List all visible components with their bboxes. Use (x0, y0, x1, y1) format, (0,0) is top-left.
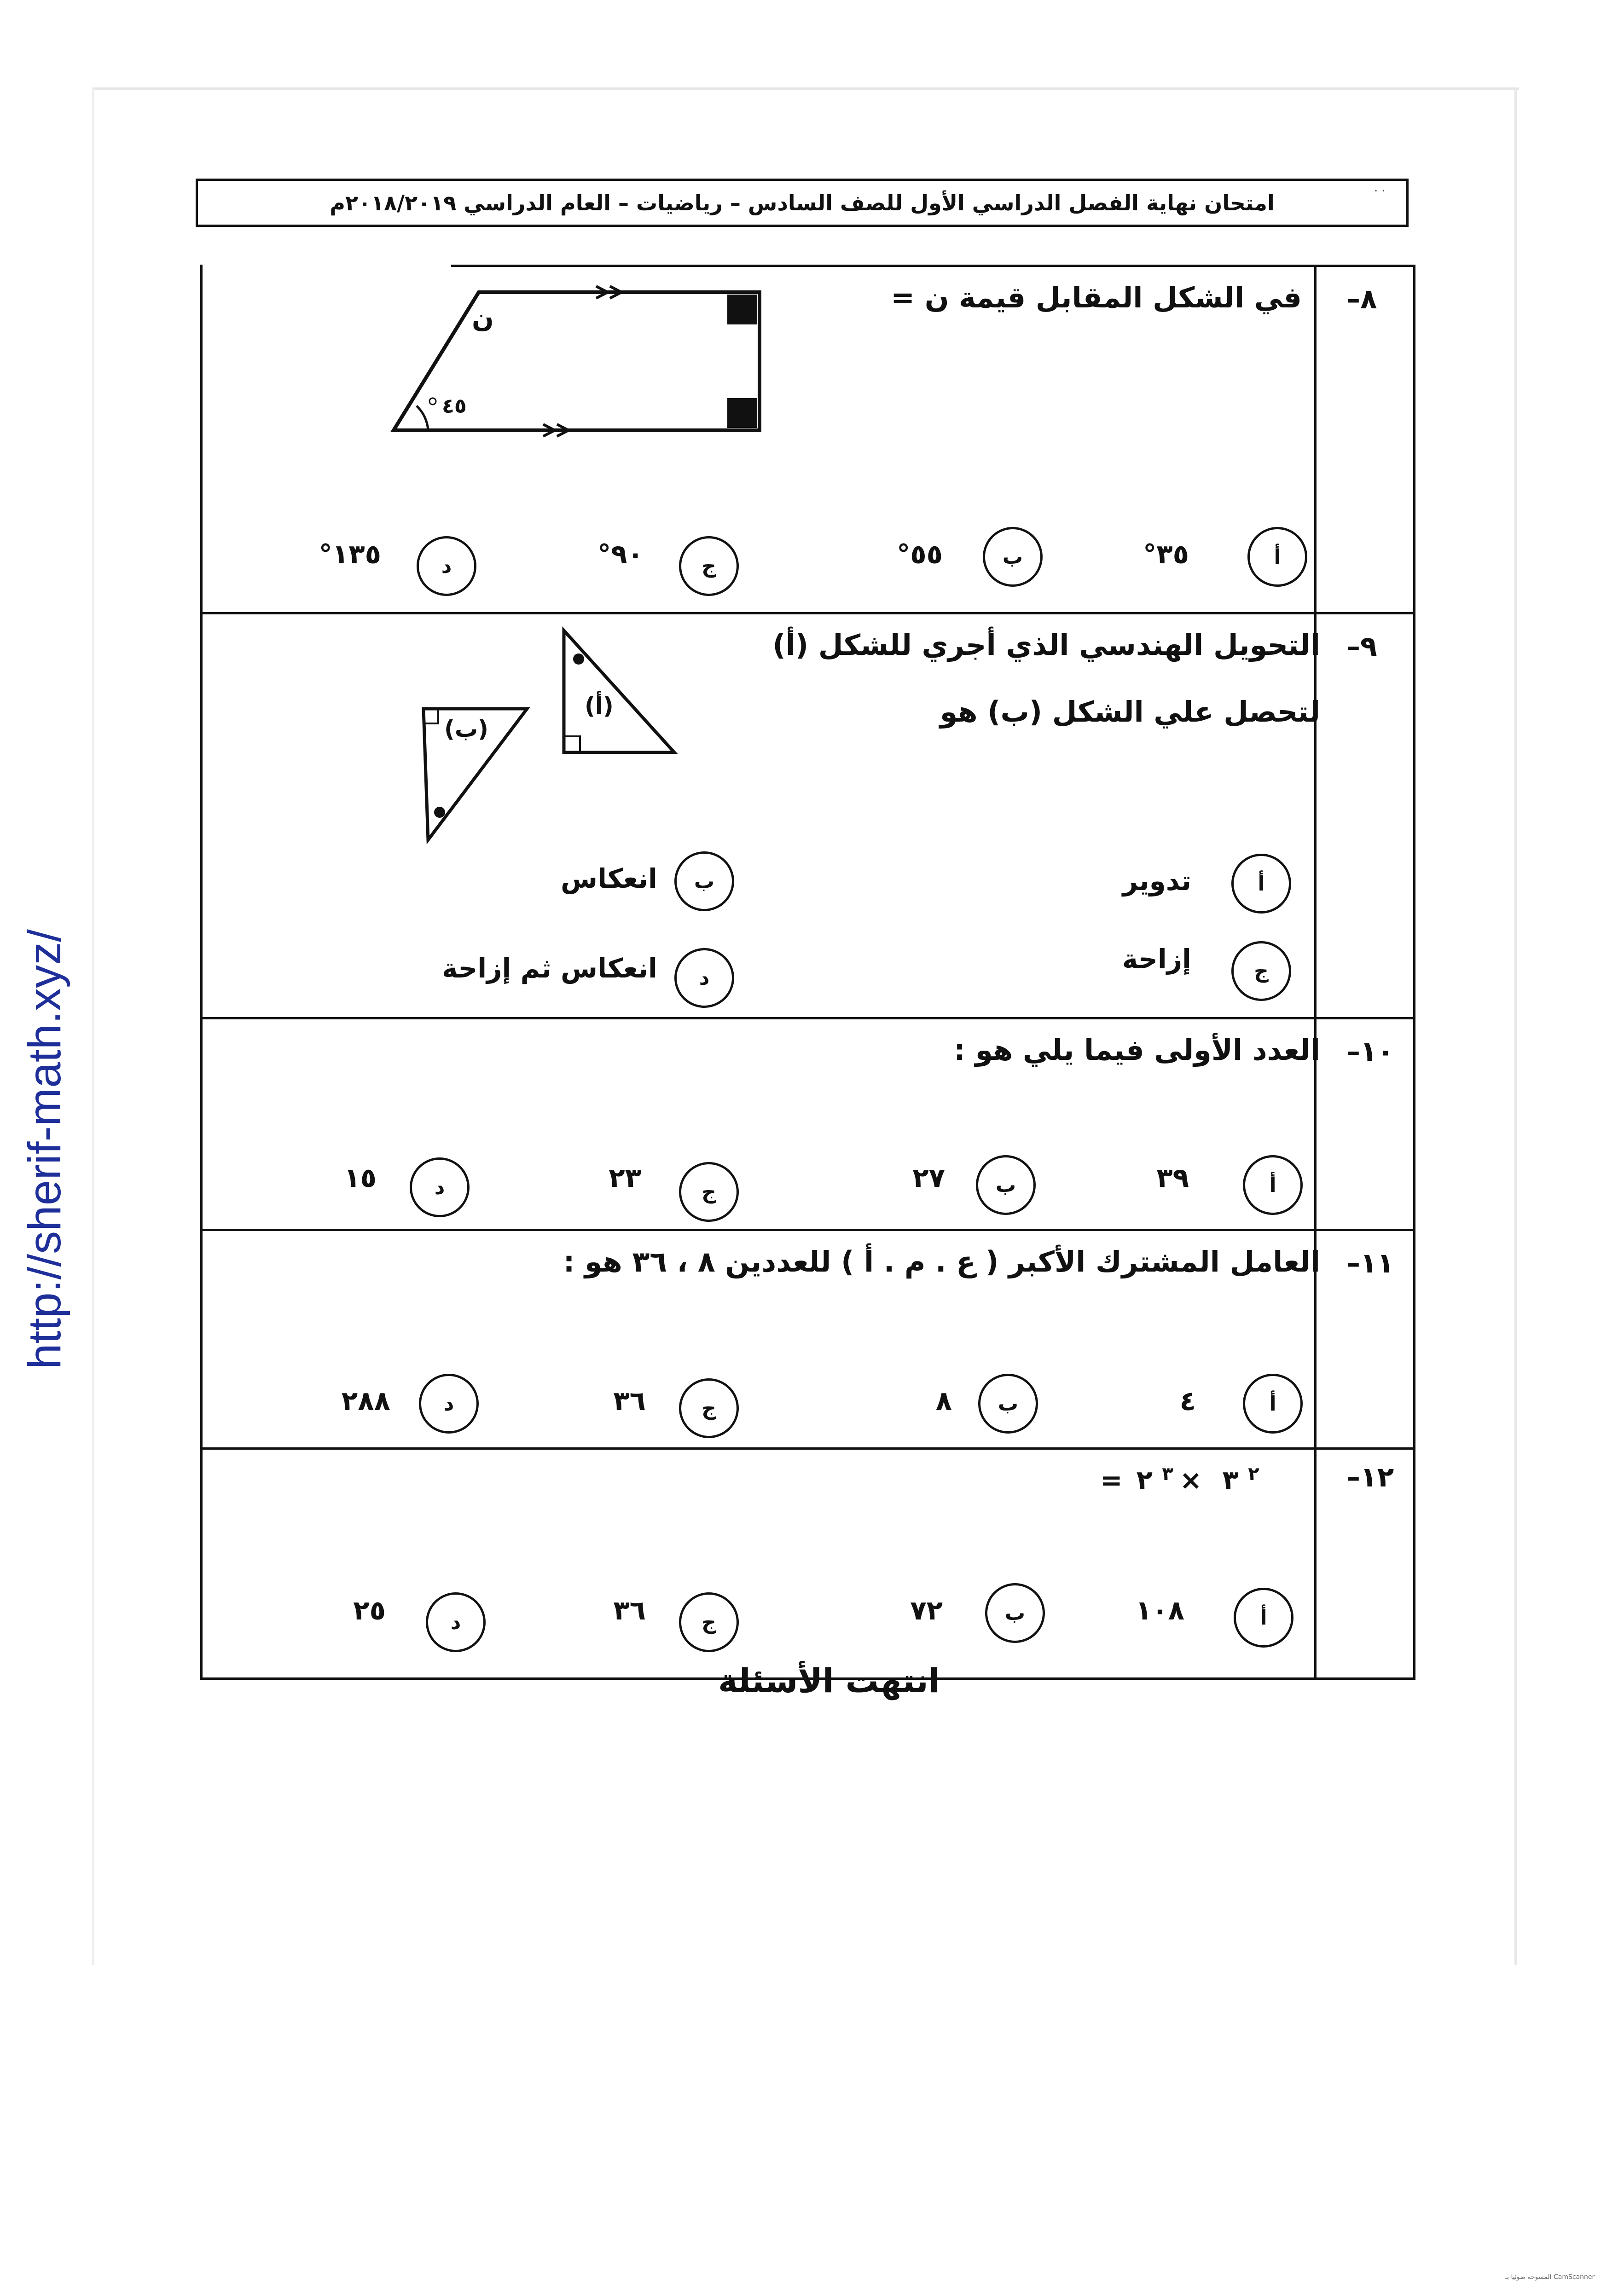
option-circle[interactable]: ب (985, 1583, 1045, 1643)
option-value: ٩٠° (597, 538, 644, 570)
question-text: في الشكل المقابل قيمة ن = (891, 281, 1302, 314)
expr-base: ٣ (1222, 1464, 1239, 1496)
frame-top-line (451, 265, 1415, 267)
question-number: ١٠– (1346, 1035, 1394, 1068)
option-circle[interactable]: أ (1243, 1374, 1303, 1434)
scan-edge-left (92, 87, 94, 1965)
option-circle[interactable]: ج (679, 1592, 739, 1652)
triangle-a-icon (557, 624, 681, 762)
option-circle[interactable]: ج (679, 1378, 739, 1438)
shape-a-label: (أ) (585, 693, 614, 719)
option-value: إزاحة (1122, 943, 1191, 975)
option-value: ٢٨٨ (341, 1385, 390, 1417)
option-circle[interactable]: ب (983, 527, 1043, 587)
option-value: ٢٧ (912, 1162, 945, 1193)
option-value: انعكاس (561, 863, 657, 894)
option-circle[interactable]: ب (674, 851, 734, 911)
question-text: التحويل الهندسي الذي أجري للشكل (أ) (772, 628, 1320, 662)
row-separator-3 (200, 1229, 1415, 1231)
trapezoid-figure (387, 285, 764, 442)
option-value: ٢٥ (353, 1595, 386, 1626)
option-value: ٧٢ (910, 1595, 943, 1626)
option-value: ٤ (1179, 1385, 1196, 1417)
option-value: ٢٣ (609, 1162, 641, 1193)
expr-exponent: ٣ (1162, 1463, 1173, 1485)
question-number: ٩– (1346, 630, 1377, 663)
option-circle[interactable]: ج (679, 1162, 739, 1222)
question-text: لتحصل علي الشكل (ب) هو (940, 695, 1320, 729)
row-separator-1 (200, 612, 1415, 614)
option-circle[interactable]: أ (1234, 1588, 1293, 1648)
expr-operator: × (1179, 1464, 1202, 1496)
question-text: العدد الأولى فيما يلي هو : (954, 1033, 1320, 1067)
option-value: ٣٦ (613, 1595, 646, 1626)
exam-header-title: امتحان نهاية الفصل الدراسي الأول للصف السادس – رياضيات – العام الدراسي ٢٠١٨/٢٠١٩م (330, 190, 1275, 215)
power-expression (1100, 1463, 1259, 1496)
end-of-questions: انتهت الأسئلة (718, 1661, 940, 1700)
option-circle[interactable]: ب (978, 1374, 1038, 1434)
scan-edge-top (92, 87, 1519, 90)
option-value: ٨ (935, 1385, 952, 1417)
question-number: ١٢– (1346, 1461, 1394, 1493)
option-value: تدوير (1122, 865, 1191, 896)
option-circle[interactable]: د (426, 1592, 486, 1652)
option-circle[interactable]: ج (679, 536, 739, 596)
scan-edge-right (1514, 87, 1517, 1965)
option-circle[interactable]: ب (976, 1155, 1036, 1215)
option-value: ٥٥° (897, 538, 943, 570)
option-circle[interactable]: أ (1247, 527, 1307, 587)
frame-left-line (200, 265, 203, 1680)
question-text: العامل المشترك الأكبر ( ع . م . أ ) للعددين ٨ ، ٣٦ هو : (563, 1245, 1320, 1278)
option-circle[interactable]: د (419, 1374, 479, 1434)
question-number: ١١– (1346, 1247, 1394, 1279)
option-value: ٣٦ (613, 1385, 646, 1417)
option-value: ١٥ (344, 1162, 377, 1193)
frame-right-line (1413, 265, 1415, 1680)
option-circle[interactable]: أ (1243, 1155, 1303, 1215)
option-value: ٣٩ (1156, 1162, 1189, 1193)
option-value: ١٠٨ (1135, 1595, 1184, 1626)
option-value: ٣٥° (1143, 538, 1189, 570)
option-circle[interactable]: ج (1231, 941, 1291, 1001)
question-number: ٨– (1346, 283, 1377, 315)
option-value: انعكاس ثم إزاحة (442, 953, 657, 984)
header-dots: . . (1374, 181, 1386, 195)
row-separator-2 (200, 1017, 1415, 1019)
option-circle[interactable]: د (674, 948, 734, 1008)
expr-exponent: ٢ (1248, 1463, 1259, 1485)
shape-b-label: (ب) (444, 716, 488, 742)
expr-equals: = (1100, 1464, 1123, 1496)
right-angle-marker (727, 398, 757, 428)
number-column-line (1314, 265, 1317, 1680)
angle-label: ٤٥ (442, 394, 467, 418)
option-circle[interactable]: د (410, 1157, 470, 1217)
expr-base: ٢ (1136, 1464, 1153, 1496)
option-circle[interactable]: د (417, 536, 476, 596)
watermark (18, 929, 70, 1397)
watermark-url: http://sherif-math.xyz/ (19, 929, 70, 1369)
variable-label: ن (472, 304, 494, 334)
option-value: ١٣٥° (319, 538, 381, 570)
scanner-stamp: CamScanner المسوحة ضوئيا بـ (1505, 2273, 1595, 2281)
row-separator-4 (200, 1447, 1415, 1450)
right-angle-marker (727, 295, 757, 324)
exam-header (196, 179, 1409, 227)
option-circle[interactable]: أ (1231, 854, 1291, 914)
